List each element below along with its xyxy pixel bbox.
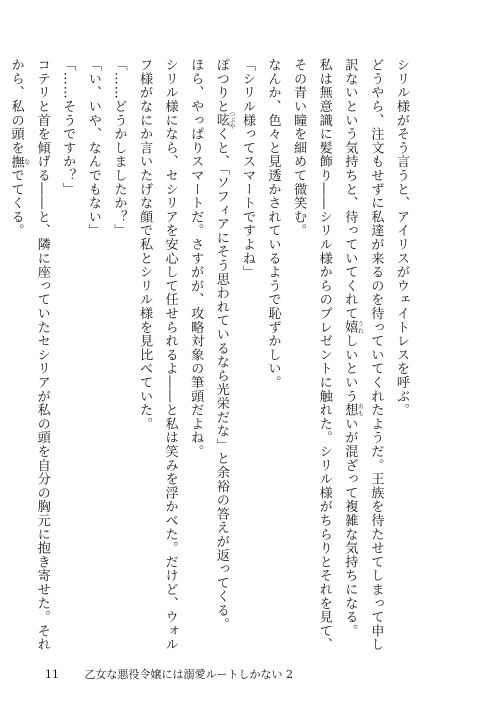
page-number: 11 <box>45 668 59 681</box>
text-line: その青い瞳を細めて微笑む。 <box>291 58 307 238</box>
text-line: なんか、色々と見透かされているようで恥ずかしい。 <box>265 58 281 390</box>
furigana: 呟 つぶや <box>213 111 235 130</box>
running-title: 乙女な悪役令嬢には溺愛ルートしかない 2 <box>84 668 293 681</box>
furigana-reading: うれ <box>356 320 364 335</box>
text-line: 「……どうかしましたか？」 <box>111 58 127 238</box>
text-line: 訳ないという気持ちと、待っていてくれて嬉 うれしいという想 おもいが混ざって複雑な気持ちになる。 <box>342 58 364 638</box>
text-line: どうやら、注文もせずに私達が来るのを待っていてくれたようだ。王族を待たせてしまって申し <box>368 58 384 652</box>
text-line: シリル様がそう言うと、アイリスがウェイトレスを呼ぶ。 <box>394 58 409 417</box>
page-footer <box>45 666 293 682</box>
furigana-reading: な <box>22 154 30 169</box>
text-line: から、私の頭を撫 なでてくる。 <box>8 58 30 238</box>
text-line: 「……そうですか？」 <box>60 58 76 196</box>
text-line <box>0 58 3 638</box>
body-text <box>0 58 414 652</box>
text-line: 「い、いや、なんでもない」 <box>85 58 101 238</box>
text-line: シリル様になら、セシリアを安心して任せられるよ――と私は笑みを浮かべた。だけど、ウォル <box>162 58 178 652</box>
furigana-reading: つぶや <box>227 111 235 130</box>
text-line: フ様がなにか言いたげな顔で私とシリル様を見比べていた。 <box>137 58 153 431</box>
text-line: コテリと首を傾げる――と、隣に座っていたセシリアが私の頭を自分の胸元に抱き寄せた。それ <box>34 58 50 652</box>
text-line: 私は無意識に髪飾り――シリル様からのプレゼントに触れた。シリル様がちらりとそれを見て、 <box>316 58 332 652</box>
furigana: 撫 な <box>8 154 30 169</box>
text-line: ぽつりと呟 つぶやくと、「ソフィアにそう思われているなら光栄だな」と余裕の答えが返ってくる。 <box>213 58 235 632</box>
furigana-reading: おも <box>356 403 364 417</box>
text-line: 「シリル様ってスマートですよね」 <box>239 58 255 279</box>
text-line: ほら、やっぱりスマートだ。さすがが、攻略対象の筆頭だよね。 <box>188 58 204 459</box>
furigana: 想 おも <box>342 403 364 417</box>
furigana: 嬉 うれ <box>342 320 364 335</box>
